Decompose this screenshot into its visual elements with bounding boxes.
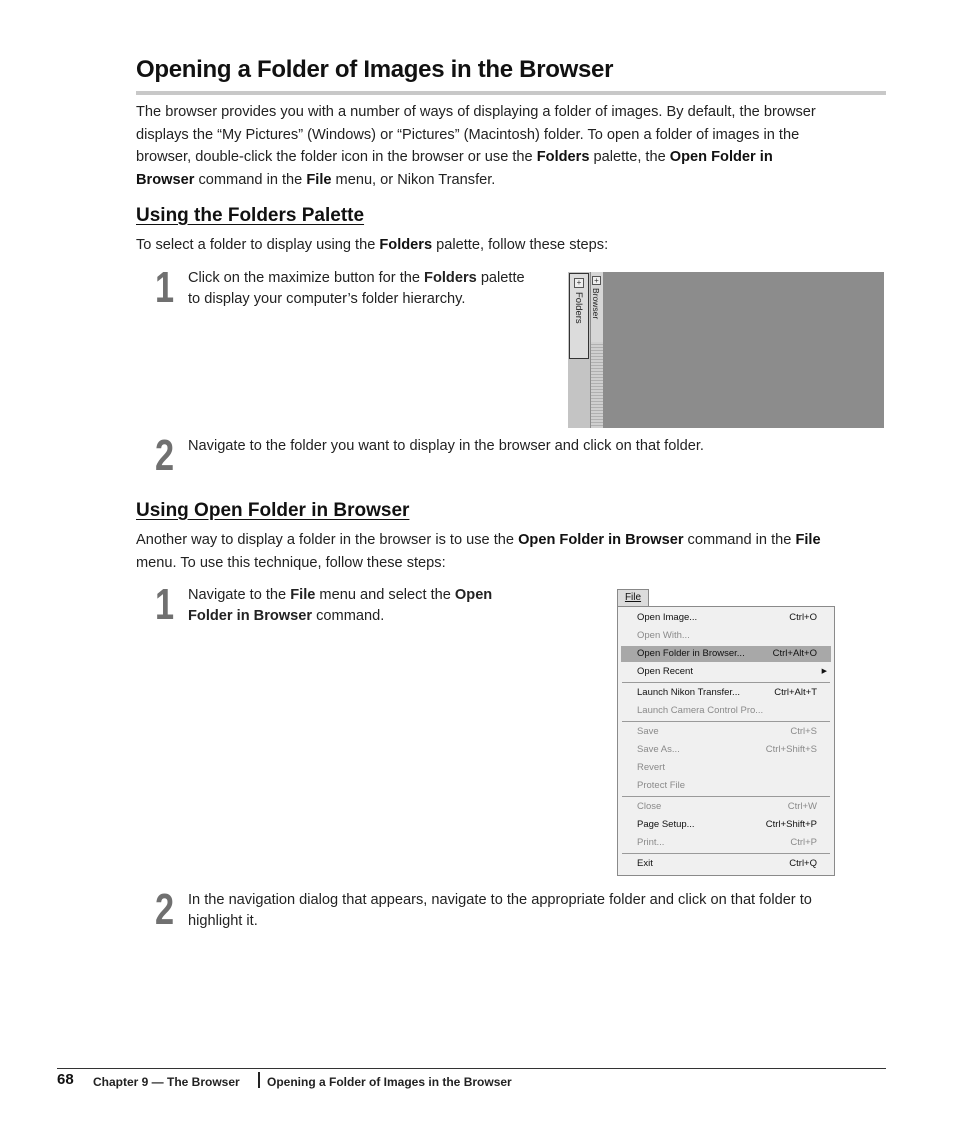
lead-line (136, 529, 821, 552)
folders-palette-screenshot (568, 272, 884, 428)
intro-line: displays the “My Pictures” (Windows) or “Pictures” (Macintosh) folder. To open a folder of images in the (136, 126, 800, 143)
maximize-icon[interactable]: + (592, 276, 601, 285)
lead-text: To select a folder to display using the (136, 237, 380, 253)
folders-tab[interactable] (569, 273, 589, 359)
menu-item-label: Page Setup... (637, 819, 695, 830)
page-number: 68 (57, 1071, 74, 1088)
menu-item-open-image[interactable] (621, 610, 831, 626)
step-number: 1 (155, 263, 175, 312)
intro-line (136, 146, 816, 169)
maximize-icon[interactable]: + (574, 278, 584, 288)
menu-item-open-folder-in-browser[interactable] (621, 646, 831, 662)
menu-item-open-recent[interactable] (621, 664, 831, 680)
folders-term: Folders (536, 149, 590, 165)
folders-term: Folders (379, 237, 433, 253)
file-menu (617, 606, 835, 876)
menu-item-label: Launch Camera Control Pro... (637, 705, 764, 716)
menu-item-label: Launch Nikon Transfer... (637, 687, 740, 698)
menu-item-launch-camera-control[interactable] (621, 703, 831, 719)
folders-tab-label: Folders (573, 292, 584, 324)
step-text (188, 585, 492, 627)
menu-item-shortcut: Ctrl+Shift+S (765, 744, 817, 755)
menu-item-shortcut: Ctrl+Shift+P (765, 819, 817, 830)
menu-separator (622, 796, 830, 797)
menu-item-shortcut: Ctrl+S (790, 726, 817, 737)
step-fragment: palette (476, 270, 525, 286)
browser-tab-label: Browser (591, 288, 601, 320)
step-fragment: menu and select the (315, 587, 455, 603)
lead-text: palette, follow these steps: (432, 237, 609, 253)
step-number: 1 (155, 580, 175, 629)
step-text: Navigate to the folder you want to display in the browser and click on that folder. (188, 438, 704, 454)
intro-text: palette, the (589, 149, 670, 165)
intro-text: browser, double-click the folder icon in the browser or use the (136, 149, 537, 165)
file-term: File (306, 171, 332, 188)
step-text (188, 890, 812, 932)
menu-item-save[interactable] (621, 724, 831, 740)
title-rule (136, 91, 886, 95)
intro-line: The browser provides you with a number of ways of displaying a folder of images. By default, the browser (136, 104, 816, 120)
menu-item-protect-file[interactable] (621, 778, 831, 794)
menu-item-label: Open Image... (637, 612, 698, 623)
step-fragment: command. (312, 608, 385, 624)
folders-term: Folders (424, 270, 477, 286)
menu-item-launch-nikon-transfer[interactable] (621, 685, 831, 701)
menu-item-shortcut: Ctrl+Alt+T (774, 687, 817, 698)
footer-divider (258, 1072, 260, 1088)
browser-term: Browser (136, 171, 195, 188)
menu-item-shortcut: Ctrl+P (790, 837, 817, 848)
step-line (188, 268, 525, 289)
menu-item-save-as[interactable] (621, 742, 831, 758)
section-heading-folders-palette: Using the Folders Palette (136, 205, 365, 226)
file-term: File (795, 532, 821, 548)
menu-item-label: Open With... (637, 630, 690, 641)
intro-text: menu, or Nikon Transfer. (331, 171, 496, 188)
footer-chapter: Chapter 9 — The Browser (93, 1075, 240, 1089)
submenu-arrow-icon: ▶ (821, 668, 827, 675)
intro-line (136, 169, 816, 192)
menu-separator (622, 853, 830, 854)
step-number: 2 (155, 885, 175, 934)
lead-text: command in the (683, 532, 796, 548)
step-line: to display your computer’s folder hierarchy. (188, 291, 466, 307)
step-fragment: Navigate to the (188, 587, 291, 603)
step-text (188, 268, 525, 310)
menu-item-shortcut: Ctrl+O (789, 612, 817, 623)
footer-section: Opening a Folder of Images in the Browser (267, 1075, 512, 1089)
step-line (188, 606, 492, 627)
menu-item-label: Save As... (637, 744, 680, 755)
section-heading-open-folder: Using Open Folder in Browser (136, 500, 410, 521)
file-term: File (290, 587, 316, 603)
file-menu-title[interactable]: File (617, 589, 649, 606)
section1-lead (136, 234, 608, 257)
browser-tab[interactable] (591, 272, 603, 342)
step-line: highlight it. (188, 913, 258, 929)
section2-lead (136, 529, 821, 574)
menu-item-print[interactable] (621, 835, 831, 851)
menu-item-label: Protect File (637, 780, 686, 791)
menu-separator (622, 721, 830, 722)
footer-rule (57, 1068, 886, 1069)
step-line (188, 585, 492, 606)
menu-item-label: Open Recent (637, 666, 693, 677)
folder-in-browser-term: Folder in Browser (188, 608, 313, 624)
menu-separator (622, 682, 830, 683)
file-menu-screenshot (617, 589, 835, 876)
menu-item-shortcut: Ctrl+W (787, 801, 817, 812)
menu-item-open-with[interactable] (621, 628, 831, 644)
open-folder-term: Open Folder in Browser (518, 532, 684, 548)
page-title: Opening a Folder of Images in the Browser (136, 56, 614, 83)
menu-item-label: Print... (637, 837, 665, 848)
menu-item-page-setup[interactable] (621, 817, 831, 833)
open-folder-term: Open Folder in (669, 149, 773, 165)
menu-item-label: Open Folder in Browser... (637, 648, 745, 659)
menu-item-shortcut: Ctrl+Alt+O (772, 648, 817, 659)
lead-line: menu. To use this technique, follow these steps: (136, 554, 446, 571)
open-term: Open (454, 587, 493, 603)
menu-item-label: Save (637, 726, 659, 737)
step-number: 2 (155, 431, 175, 480)
menu-item-shortcut: Ctrl+Q (789, 858, 817, 869)
intro-paragraph (136, 101, 816, 191)
menu-item-revert[interactable] (621, 760, 831, 776)
menu-item-label: Close (637, 801, 662, 812)
intro-text: command in the (194, 171, 307, 188)
lead-text: Another way to display a folder in the browser is to use the (136, 532, 519, 548)
step-line: In the navigation dialog that appears, navigate to the appropriate folder and click on that folder to (188, 892, 812, 908)
menu-item-exit[interactable] (621, 856, 831, 872)
menu-item-close[interactable] (621, 799, 831, 815)
step-fragment: Click on the maximize button for the (188, 270, 425, 286)
menu-item-label: Exit (637, 858, 653, 869)
menu-item-label: Revert (637, 762, 665, 773)
